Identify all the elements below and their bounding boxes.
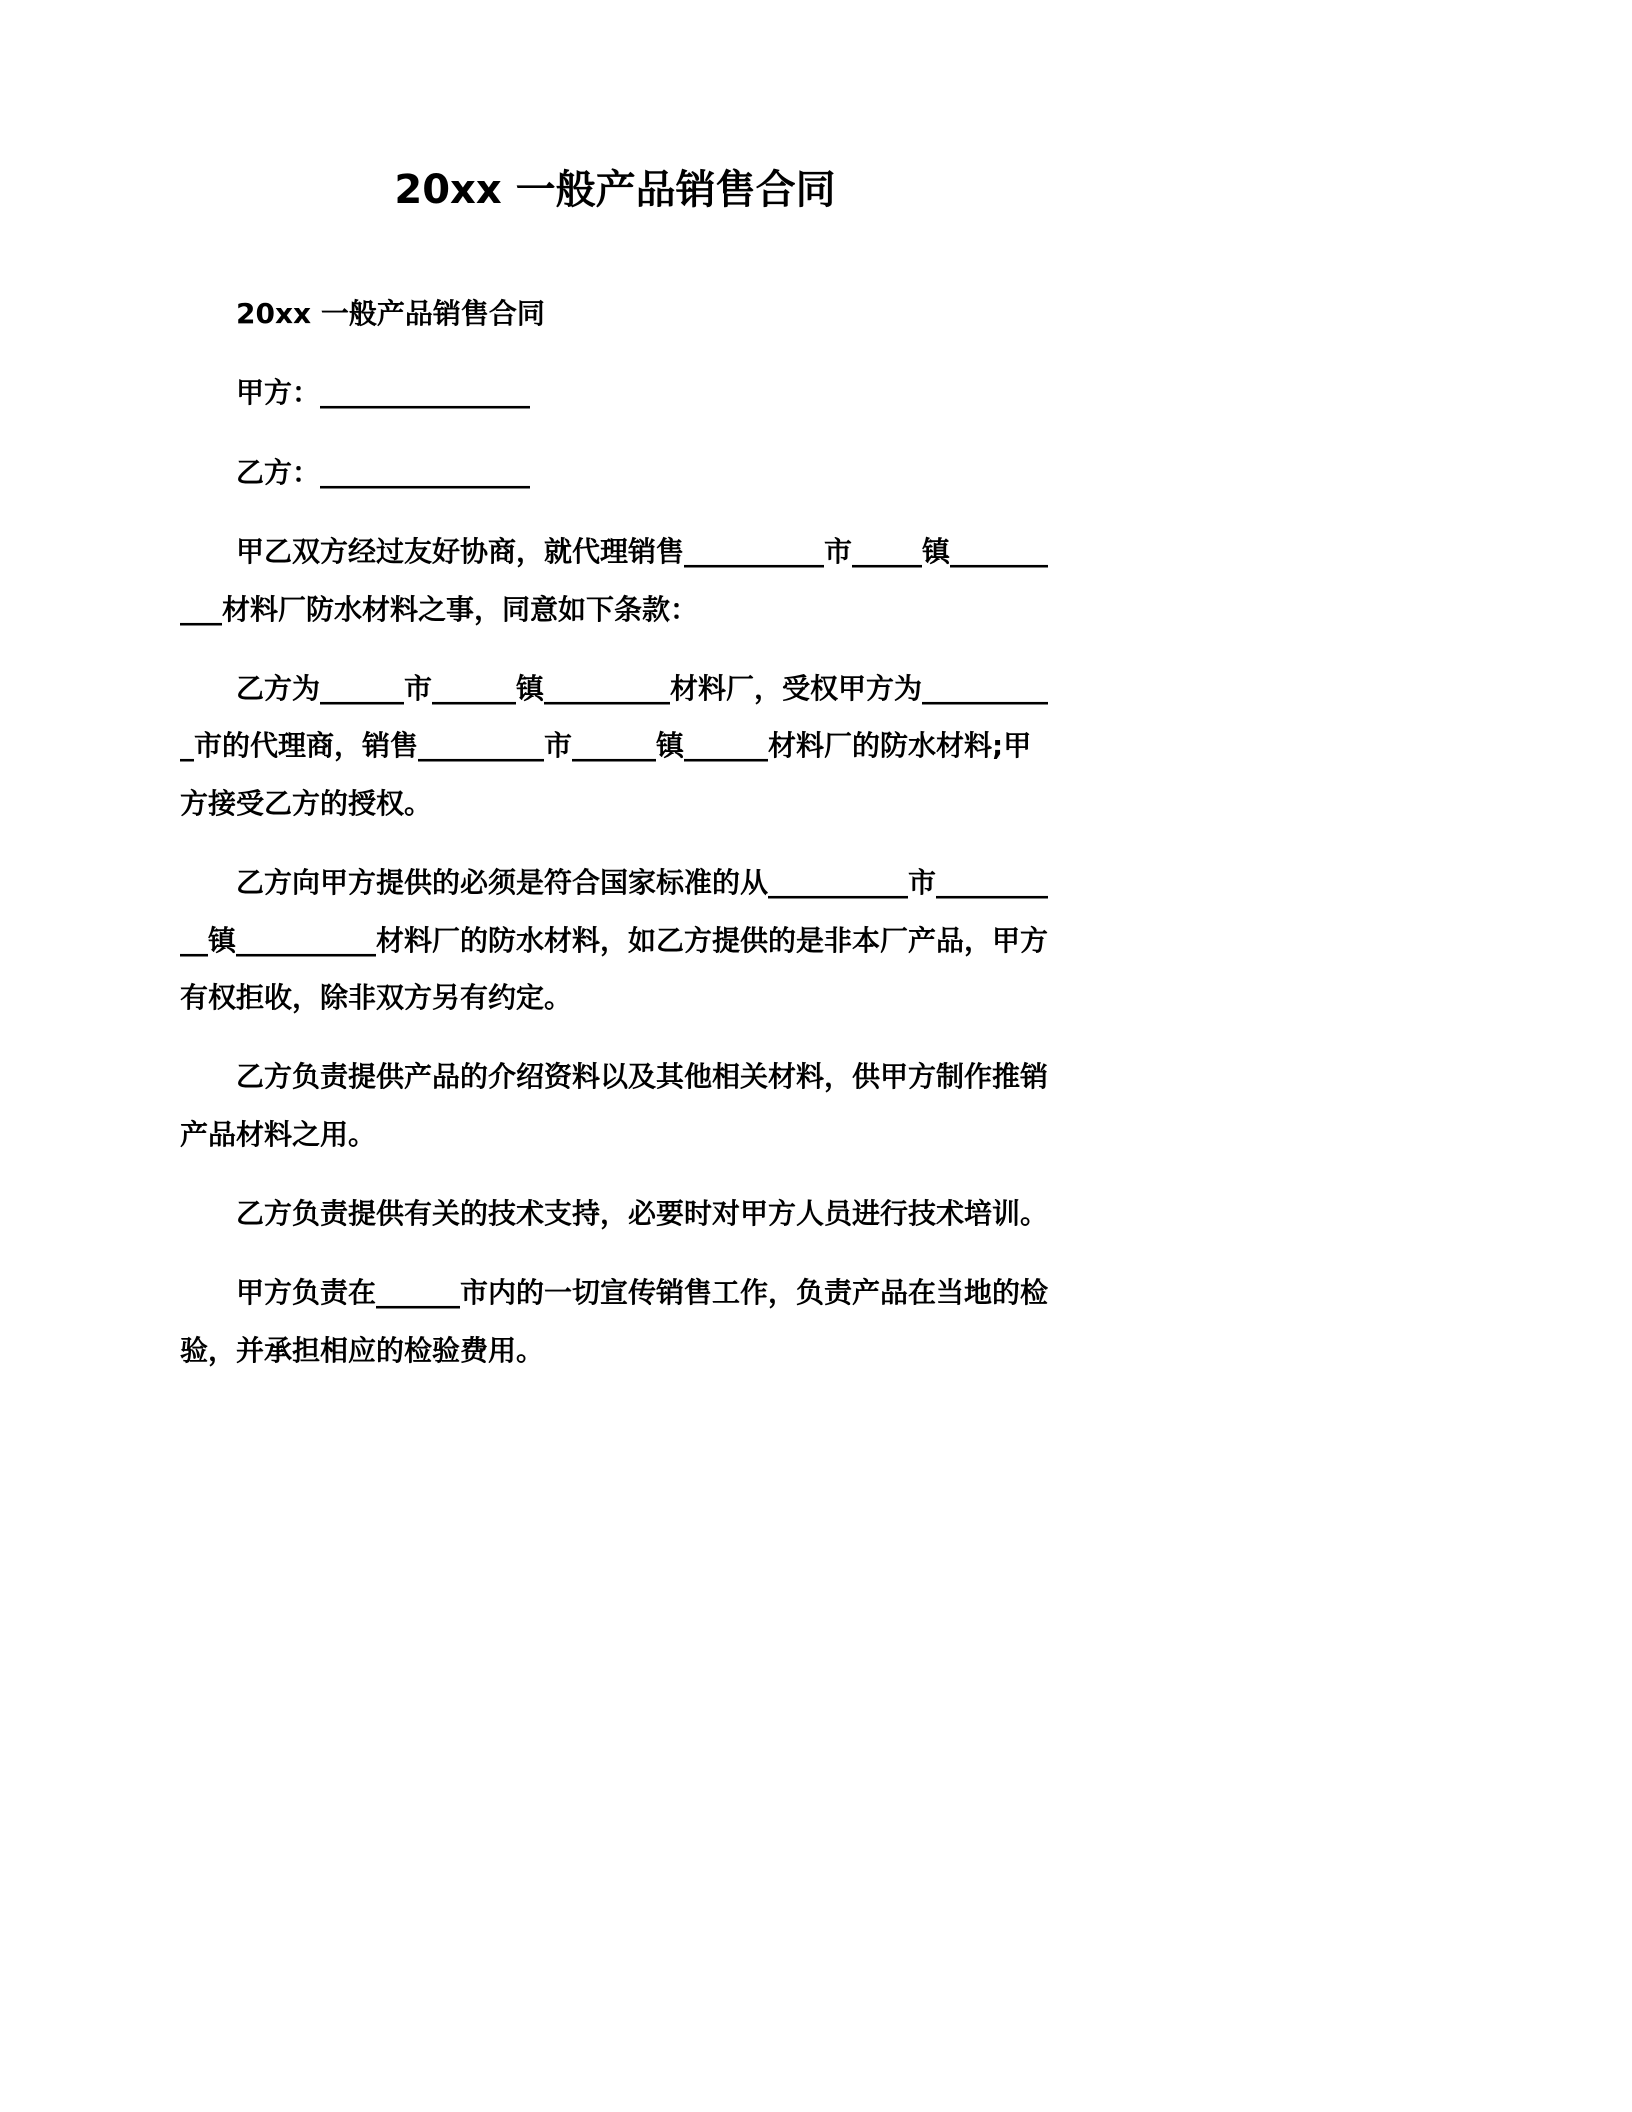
paragraph: 乙方：_______________	[236, 455, 531, 489]
paragraph: 乙方负责提供产品的介绍资料以及其他相关材料，供甲方制作推销产品材料之用。	[180, 1060, 1049, 1151]
paragraph: 甲乙双方经过友好协商，就代理销售__________市_____镇__________材料厂防水材料之事，同意如下条款：	[180, 535, 1049, 626]
paragraph: 甲方：_______________	[236, 376, 531, 410]
paragraph: 20xx 一般产品销售合同	[236, 297, 545, 330]
document-body	[180, 285, 1632, 1379]
paragraph: 乙方为______市______镇_________材料厂，受权甲方为__________市的代理商，销售_________市______镇______材料厂的防水材料;甲方接受乙方的授权。	[180, 671, 1049, 820]
document-title: 20xx 一般产品销售合同	[394, 167, 836, 213]
paragraph: 乙方向甲方提供的必须是符合国家标准的从__________市__________镇__________材料厂的防水材料，如乙方提供的是非本厂产品，甲方有权拒收，除非双方另有约定。	[180, 866, 1049, 1014]
paragraph: 甲方负责在______市内的一切宣传销售工作，负责产品在当地的检验，并承担相应的检验费用。	[180, 1276, 1049, 1367]
paragraph: 乙方负责提供有关的技术支持，必要时对甲方人员进行技术培训。	[236, 1197, 1049, 1231]
